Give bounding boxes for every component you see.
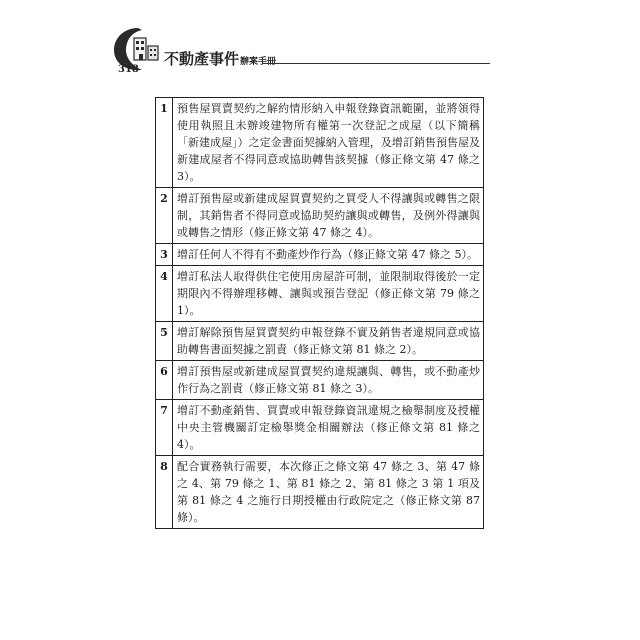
book-title bbox=[164, 48, 276, 69]
table-row bbox=[156, 98, 484, 188]
book-title-main: 不動產事件 bbox=[164, 50, 240, 68]
row-text: 增訂任何人不得有不動產炒作行為（修正條文第 47 條之 5）。 bbox=[173, 244, 484, 266]
row-number: 8 bbox=[156, 456, 173, 529]
table-row bbox=[156, 322, 484, 361]
row-number: 7 bbox=[156, 400, 173, 456]
table-row bbox=[156, 456, 484, 529]
table-row bbox=[156, 400, 484, 456]
row-text: 增訂預售屋或新建成屋買賣契約之買受人不得讓與或轉售之限制，其銷售者不得同意或協助契約讓與或轉售，及例外得讓與或轉售之情形（修正條文第 47 條之 4）。 bbox=[173, 188, 484, 244]
row-text: 預售屋買賣契約之解約情形納入申報登錄資訊範圍，並將領得使用執照且未辦竣建物所有權第一次登記之成屋（以下簡稱「新建成屋」）之定金書面契據納入管理，及增訂銷售預售屋及新建成屋者不得同意或協助轉售該契據（修正條文第 47 條之 3）。 bbox=[173, 98, 484, 188]
book-title-sub: 辦案手冊 bbox=[240, 57, 277, 67]
row-text: 增訂解除預售屋買賣契約申報登錄不實及銷售者違規同意或協助轉售書面契據之罰責（修正條文第 81 條之 2）。 bbox=[173, 322, 484, 361]
table-row bbox=[156, 188, 484, 244]
row-number: 4 bbox=[156, 266, 173, 322]
page-header bbox=[112, 26, 492, 78]
row-number: 3 bbox=[156, 244, 173, 266]
page-number: 318 bbox=[118, 64, 139, 75]
row-number: 1 bbox=[156, 98, 173, 188]
table-row bbox=[156, 361, 484, 400]
row-text: 配合實務執行需要，本次修正之條文第 47 條之 3、第 47 條之 4、第 79 條之 1、第 81 條之 2、第 81 條之 3 第 1 項及第 81 條之 4 之施行日期授權由行政院定之（修正條文第 87 條）。 bbox=[173, 456, 484, 529]
row-number: 2 bbox=[156, 188, 173, 244]
row-text: 增訂私法人取得供住宅使用房屋許可制，並限制取得後於一定期限內不得辦理移轉、讓與或預告登記（修正條文第 79 條之 1）。 bbox=[173, 266, 484, 322]
header-rule bbox=[262, 63, 490, 64]
table-row bbox=[156, 266, 484, 322]
row-number: 5 bbox=[156, 322, 173, 361]
row-number: 6 bbox=[156, 361, 173, 400]
row-text: 增訂不動產銷售、買賣或申報登錄資訊違規之檢舉制度及授權中央主管機關訂定檢舉獎金相關辦法（修正條文第 81 條之 4）。 bbox=[173, 400, 484, 456]
table-row bbox=[156, 244, 484, 266]
amendment-table bbox=[155, 97, 484, 529]
row-text: 增訂預售屋或新建成屋買賣契約違規讓與、轉售，或不動產炒作行為之罰責（修正條文第 81 條之 3）。 bbox=[173, 361, 484, 400]
